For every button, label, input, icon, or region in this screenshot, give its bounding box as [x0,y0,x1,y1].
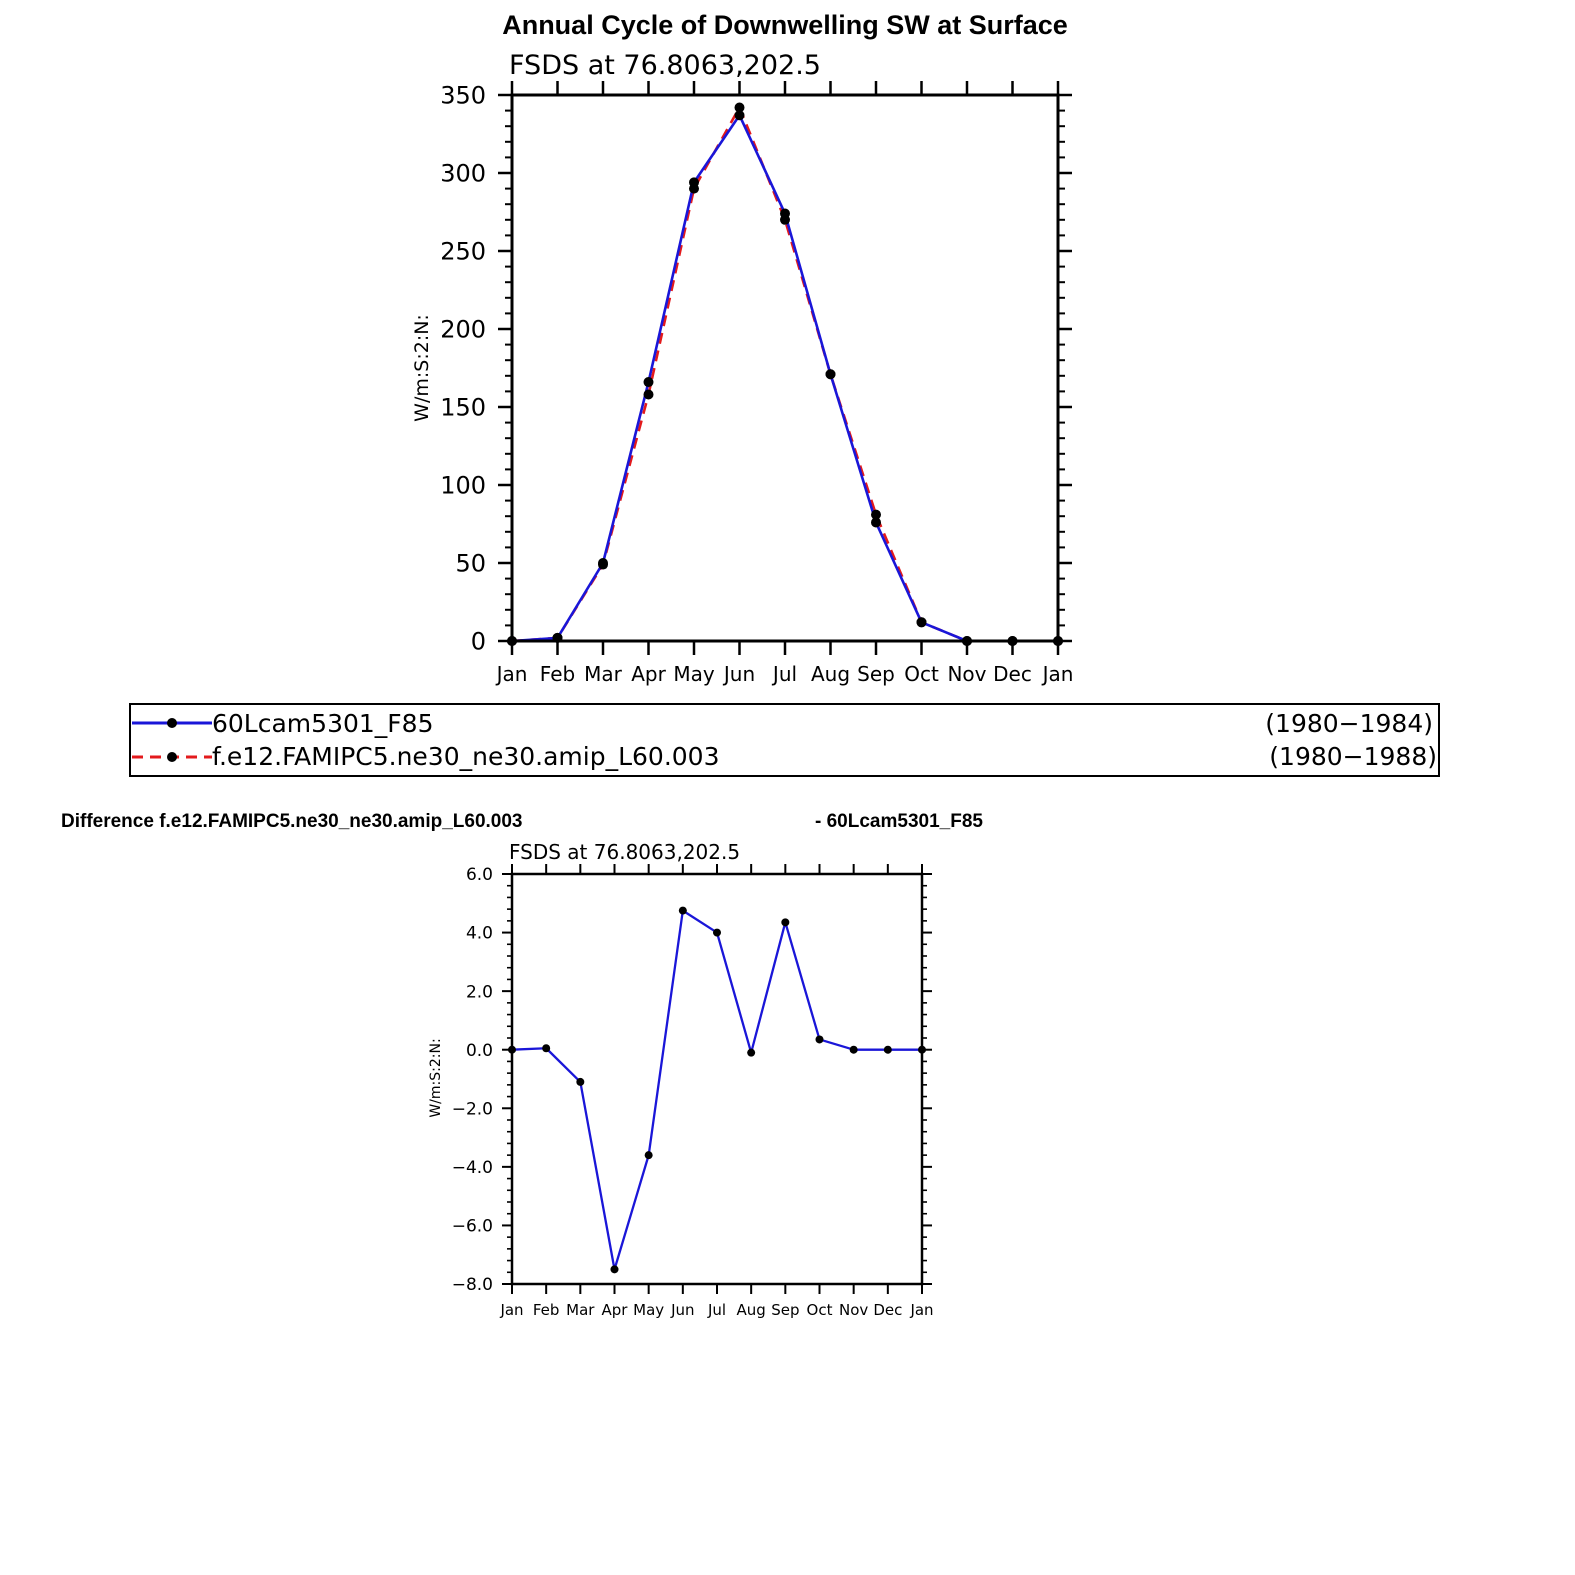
data-point [598,560,608,570]
y-axis-label: W/m:S:2:N: [428,1038,444,1118]
data-point [679,907,687,915]
y-tick-label: 2.0 [465,982,493,1003]
y-tick-label: −6.0 [451,1216,493,1237]
series-markers [507,102,1063,646]
x-tick-label: May [633,1301,665,1319]
difference-subtitle: FSDS at 76.8063,202.5 [509,840,741,864]
legend-years: (1980−1988) [1269,742,1437,771]
plot-frame [512,95,1058,641]
data-point [542,1044,550,1052]
chart-title: Annual Cycle of Downwelling SW at Surface [502,10,1068,40]
y-tick-label: −2.0 [451,1099,493,1120]
data-point [645,1151,653,1159]
x-tick-label: Oct [904,662,939,686]
data-point [713,929,721,937]
data-point [826,369,836,379]
y-tick-label: −8.0 [451,1275,493,1296]
y-tick-label: 350 [440,81,486,110]
series-markers [508,907,926,1274]
series-lines [512,911,922,1270]
y-tick-label: 250 [440,237,486,266]
legend-label: 60Lcam5301_F85 [212,709,434,738]
data-point [689,184,699,194]
y-tick-label: 300 [440,159,486,188]
y-axis-label: W/m:S:2:N: [411,314,433,422]
x-tick-label: Dec [873,1301,903,1319]
legend-marker [167,718,177,728]
x-tick-label: Nov [947,662,987,686]
difference-title-right: - 60Lcam5301_F85 [815,811,983,832]
x-tick-label: May [673,662,715,686]
legend-years: (1980−1984) [1265,709,1433,738]
x-tick-label: Sep [771,1301,800,1319]
annual-cycle-chart [411,10,1073,686]
x-tick-label: Jul [707,1301,727,1319]
x-tick-label: Sep [857,662,895,686]
y-tick-labels [452,865,493,1295]
axis-ticks [498,81,1072,655]
difference-chart [61,811,983,1319]
series-line-1 [512,115,1058,641]
legend [130,704,1439,776]
series-lines [512,107,1058,641]
data-point [781,918,789,926]
chart-subtitle: FSDS at 76.8063,202.5 [509,50,821,81]
y-tick-label: 0 [470,627,486,656]
y-tick-label: 150 [440,393,486,422]
legend-label: f.e12.FAMIPC5.ne30_ne30.amip_L60.003 [212,742,720,771]
data-point [780,215,790,225]
x-tick-labels [499,1301,933,1319]
y-tick-label: −4.0 [451,1157,493,1178]
x-tick-label: Jan [496,662,528,686]
x-tick-label: Dec [993,662,1032,686]
x-tick-label: Aug [736,1301,766,1319]
x-tick-label: Apr [601,1301,628,1319]
x-tick-label: Mar [566,1301,595,1319]
data-point [871,510,881,520]
data-point [644,390,654,400]
x-tick-labels [495,662,1074,686]
y-tick-label: 6.0 [465,865,493,886]
x-tick-label: Oct [806,1301,833,1319]
data-point [816,1035,824,1043]
data-point [611,1265,619,1273]
y-tick-label: 200 [440,315,486,344]
data-point [917,617,927,627]
x-tick-label: Jul [772,662,798,686]
x-tick-label: Jan [910,1301,934,1319]
difference-title-left: Difference f.e12.FAMIPC5.ne30_ne30.amip_L60.003 [61,811,523,832]
data-point [850,1046,858,1054]
y-tick-labels [440,82,486,656]
x-tick-label: Apr [631,662,666,686]
x-tick-label: Jan [500,1301,524,1319]
data-point [747,1049,755,1057]
x-tick-label: Jun [723,662,756,686]
axis-ticks [502,864,932,1294]
data-point [884,1046,892,1054]
data-point [735,102,745,112]
y-tick-label: 100 [440,471,486,500]
legend-marker [167,752,177,762]
series-line-1 [512,911,922,1270]
data-point [576,1078,584,1086]
x-tick-label: Jun [671,1301,695,1319]
x-tick-label: Feb [539,662,576,686]
series-line-2 [512,107,1058,641]
y-tick-label: 0.0 [465,1040,493,1061]
x-tick-label: Feb [532,1301,560,1319]
x-tick-label: Aug [810,662,851,686]
data-point [644,377,654,387]
y-tick-label: 50 [455,549,486,578]
x-tick-label: Jan [1042,662,1074,686]
x-tick-label: Mar [584,662,622,686]
y-tick-label: 4.0 [465,923,493,944]
x-tick-label: Nov [839,1301,869,1319]
